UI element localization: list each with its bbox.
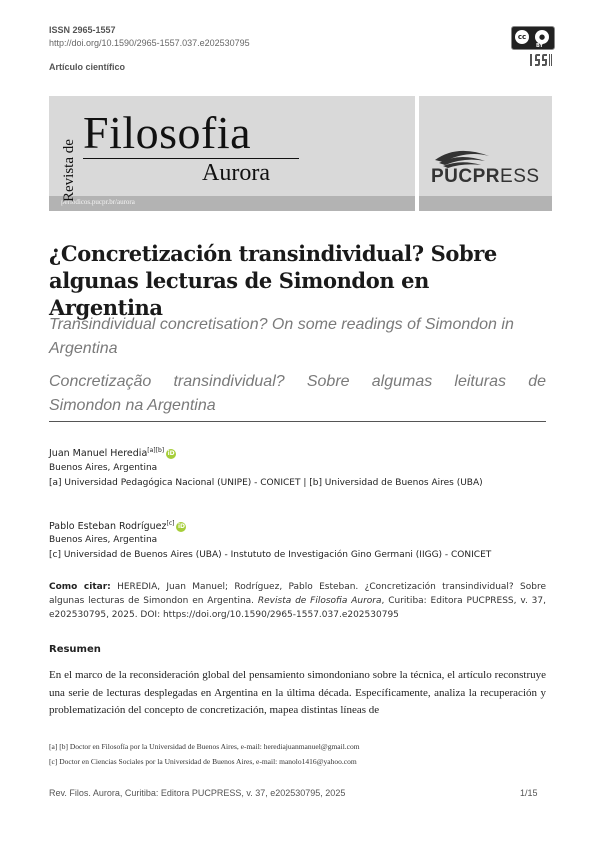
abstract-text: En el marco de la reconsideración global del pensamiento simondoniano sobre la técnica, el artículo reconstruye una serie de lecturas desplegadas en Argentina en la última década. Específicamente, analiza la recuperación y problematización del concepto de concretización, mapea distintas líneas de	[49, 669, 546, 716]
author-1-sup: [a][b]	[147, 447, 165, 454]
article-title-en: Transindividual concretisation? On some readings of Simondon in Argentina	[49, 316, 514, 357]
publisher-logo-rest: ESS	[500, 166, 540, 187]
article-title-es: ¿Concretización transindividual? Sobre algunas lecturas de Simondon en Argentina	[49, 241, 497, 320]
citation-text-1: HEREDIA, Juan Manuel; Rodríguez, Pablo Esteban. ¿Concretización transindividual? Sobre algunas lecturas de Simondon en Argentina.	[49, 582, 546, 606]
journal-title-aurora: Aurora	[202, 160, 270, 186]
how-to-cite	[49, 580, 546, 622]
footnote-2: [c] Doctor en Ciencias Sociales por la Universidad de Buenos Aires, e-mail: manolo1416@yahoo.com	[49, 757, 357, 766]
issn-logo-icon	[530, 54, 552, 66]
author-2-affiliation: [c] Universidad de Buenos Aires (UBA) - Instututo de Investigación Gino Germani (IIGG) - CONICET	[49, 550, 492, 560]
issn: ISSN 2965-1557	[49, 25, 116, 35]
journal-title-filosofia: Filosofia	[83, 107, 252, 158]
orcid-icon[interactable]: iD	[167, 450, 175, 458]
doi-link[interactable]: http://doi.org/10.1590/2965-1557.037.e202530795	[49, 38, 250, 48]
banner-url-strip-right	[419, 196, 552, 211]
journal-revista-de: Revista de	[61, 139, 77, 202]
creative-commons-by-icon[interactable]	[511, 26, 555, 50]
citation-journal: Revista de Filosofia Aurora	[257, 596, 382, 606]
abstract-heading: Resumen	[49, 644, 101, 655]
footnote-1: [a] [b] Doctor en Filosofía por la Universidad de Buenos Aires, e-mail: herediajuanmanuel@gmail.com	[49, 742, 360, 751]
author-2-city: Buenos Aires, Argentina	[49, 535, 158, 545]
author-2-sup: [c]	[166, 520, 175, 527]
footer-citation: Rev. Filos. Aurora, Curitiba: Editora PUCPRESS, v. 37, e202530795, 2025	[49, 788, 346, 798]
author-2	[49, 520, 186, 532]
citation-text-2: , Curitiba: Editora PUCPRESS, v. 37, e202530795, 2025. DOI: https://doi.org/10.1590/2965-1557.037.e202530795	[49, 596, 546, 620]
article-title-pt	[49, 370, 546, 418]
cc-label: cc	[515, 30, 529, 44]
author-1-name: Juan Manuel Heredia	[49, 448, 148, 460]
article-title-pt-line2: Simondon na Argentina	[49, 397, 216, 414]
orcid-icon[interactable]: iD	[177, 523, 185, 531]
publisher-logo	[431, 166, 540, 188]
by-label: BY	[536, 43, 544, 49]
journal-banner	[49, 96, 552, 211]
author-1-affiliation: [a] Universidad Pedagógica Nacional (UNIPE) - CONICET | [b] Universidad de Buenos Aires (UBA)	[49, 478, 483, 488]
page-number: 1/15	[520, 788, 538, 798]
author-1-city: Buenos Aires, Argentina	[49, 463, 158, 473]
person-icon: ●	[535, 30, 549, 44]
banner-rule	[83, 158, 299, 159]
article-title-pt-line1: Concretização transindividual? Sobre algumas leituras de	[49, 373, 546, 390]
citation-label: Como citar:	[49, 582, 111, 592]
author-1	[49, 447, 176, 459]
article-type: Artículo científico	[49, 62, 126, 72]
author-2-name: Pablo Esteban Rodríguez	[49, 521, 167, 533]
title-divider	[49, 421, 546, 422]
publisher-logo-bold: PUCPR	[431, 166, 501, 187]
journal-url[interactable]: periodicos.pucpr.br/aurora	[61, 198, 135, 206]
